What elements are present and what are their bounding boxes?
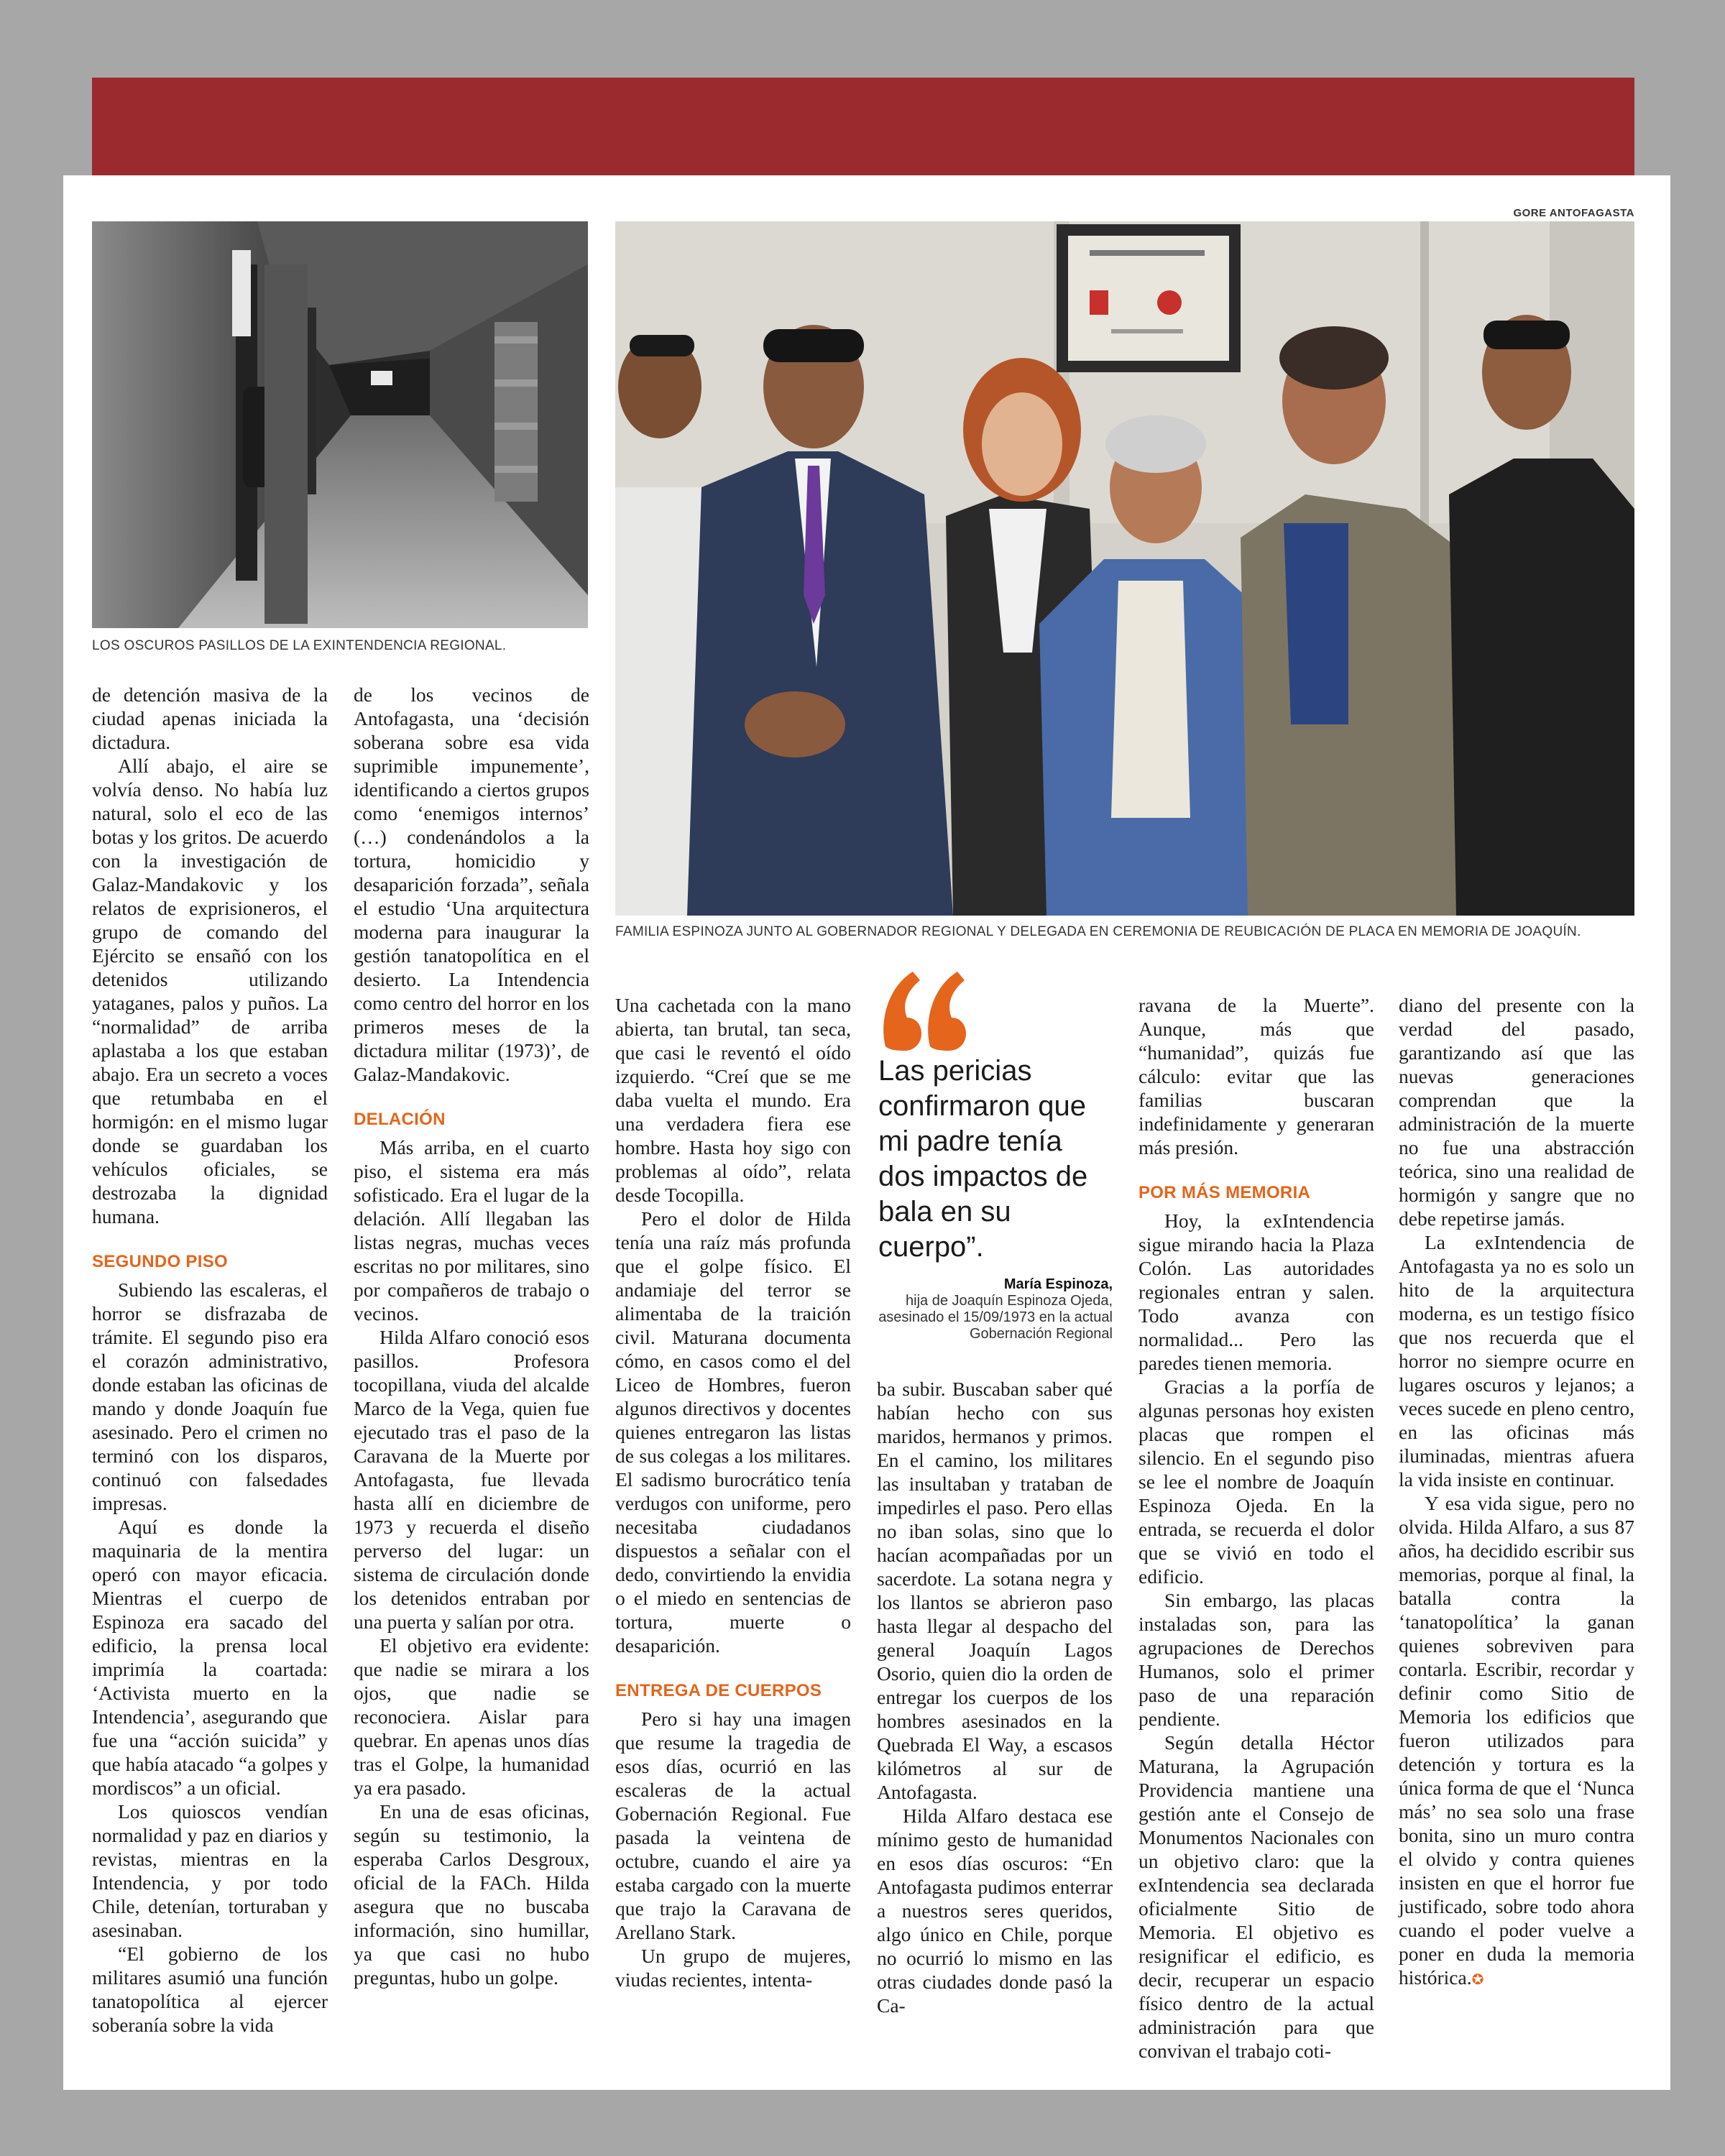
paragraph: Un grupo de mujeres, viudas recientes, intenta- — [615, 1945, 851, 1991]
paragraph: de los vecinos de Antofagasta, una ‘decisión soberana sobre esa vida suprimible impunemente’, identificando a ciertos grupos como ‘enemigos internos’ (…) condenándolos a la tortura, homicidio y desaparición forzada”, señala el estudio ‘Una arquitectura moderna para inaugurar la gestión tanatopolítica en el desierto. La Intendencia como centro del horror en los primeros meses de la dictadura militar (1973)’, de Galaz-Mandakovic. — [354, 683, 589, 1085]
article-column-5 — [1138, 993, 1374, 2063]
pull-quote-author: María Espinoza, — [1003, 1276, 1113, 1292]
ceremony-photo-caption: FAMILIA ESPINOZA JUNTO AL GOBERNADOR REGIONAL Y DELEGADA EN CEREMONIA DE REUBICACIÓN DE PLACA EN MEMORIA DE JOAQUÍN. — [615, 924, 1581, 939]
photo-credit: GORE ANTOFAGASTA — [1513, 207, 1634, 219]
paragraph: Aquí es donde la maquinaria de la mentira operó con mayor eficacia. Mientras el cuerpo de Espinoza era sacado del edificio, la prensa local imprimía la coartada: ‘Activista muerto en la Intendencia’, asegurando que fue una “acción suicida” y que había atacado “a golpes y mordiscos” a un oficial. — [92, 1516, 328, 1799]
paragraph: “El gobierno de los militares asumió una función tanatopolítica al ejercer soberanía sobre la vida — [92, 1943, 328, 2036]
paragraph: Hilda Alfaro destaca ese mínimo gesto de humanidad en esos días oscuros: “En Antofagasta pudimos enterrar a nuestros seres queridos, algo único en Chile, porque no ocurrió lo mismo en las otras ciudades donde pasó la Ca- — [877, 1805, 1113, 2017]
paragraph: Subiendo las escaleras, el horror se disfrazaba de trámite. El segundo piso era el corazón administrativo, donde estaban las oficinas de mando y donde Joaquín fue asesinado. Pero el crimen no terminó con los disparos, continuó con falsedades impresas. — [92, 1279, 328, 1514]
article-column-3 — [615, 993, 851, 1991]
section-heading: POR MÁS MEMORIA — [1138, 1183, 1311, 1202]
paragraph: Allí abajo, el aire se volvía denso. No había luz natural, solo el eco de las botas y los gritos. De acuerdo con la investigación de Galaz-Mandakovic y los relatos de exprisioneros, el grupo de comando del Ejército se ensañó con los detenidos utilizando yataganes, palos y puños. La “normalidad” de arriba aplastaba a los que estaban abajo. Era un secreto a voces que retumbaba en el hormigón: en el mismo lugar donde se guardaban los vehículos oficiales, se destrozaba la dignidad humana. — [92, 755, 328, 1227]
paragraph: Una cachetada con la mano abierta, tan brutal, tan seca, que casi le reventó el oído izquierdo. “Creí que se me daba vuelta el mundo. Era una verdadera fiera ese hombre. Hasta hoy sigo con problemas al oído”, relata desde Tocopilla. — [615, 994, 851, 1206]
pull-quote-author-detail: hija de Joaquín Espinoza Ojeda, asesinado el 15/09/1973 en la actual Gobernación Regional — [878, 1293, 1113, 1342]
quote-mark-icon — [878, 967, 972, 1054]
article-column-6 — [1399, 993, 1634, 1992]
paragraph: diano del presente con la verdad del pasado, garantizando así que las nuevas generaciones comprendan que la administración de la muerte no fue una abstracción teórica, sino una realidad de hormigón y sangre que no debe repetirse jamás. — [1399, 994, 1634, 1230]
section-heading: ENTREGA DE CUERPOS — [615, 1681, 822, 1700]
section-heading: SEGUNDO PISO — [92, 1252, 228, 1271]
paragraph: En una de esas oficinas, según su testimonio, la esperaba Carlos Desgroux, oficial de la FACh. Hilda asegura que no buscaba información, sino humillar, ya que casi no hubo preguntas, hubo un golpe. — [354, 1800, 589, 1989]
corridor-photo-caption: LOS OSCUROS PASILLOS DE LA EXINTENDENCIA REGIONAL. — [92, 638, 507, 653]
corridor-photo-image — [92, 221, 588, 628]
paragraph: Gracias a la porfía de algunas personas hoy existen placas que rompen el silencio. En el segundo piso se lee el nombre de Joaquín Espinoza Ojeda. En la entrada, se recuerda el dolor que se vivió en todo el edificio. — [1138, 1376, 1374, 1588]
ceremony-photo-image — [615, 221, 1634, 916]
paragraph: Sin embargo, las placas instaladas son, para las agrupaciones de Derechos Humanos, solo el primer paso de una reparación pendiente. — [1138, 1589, 1374, 1730]
corridor-photo — [92, 221, 588, 628]
paragraph — [1399, 1491, 1634, 1992]
top-color-banner — [92, 78, 1634, 175]
paragraph: La exIntendencia de Antofagasta ya no es solo un hito de la arquitectura moderna, es un testigo físico que nos recuerda que el horror no siempre ocurre en lugares oscuros y lejanos; a veces sucede en pleno centro, en las oficinas más iluminadas, mientras afuera la vida insiste en continuar. — [1399, 1231, 1634, 1491]
paragraph: Hoy, la exIntendencia sigue mirando hacia la Plaza Colón. Las autoridades regionales entran y salen. Todo avanza con normalidad... Pero las paredes tienen memoria. — [1138, 1210, 1374, 1374]
pull-quote-attribution — [878, 1276, 1113, 1342]
article-column-2 — [354, 683, 589, 1989]
pull-quote-text: Las pericias confirmaron que mi padre tenía dos impactos de bala en su cuerpo”. — [878, 1055, 1088, 1263]
ceremony-photo — [615, 221, 1634, 916]
article-column-1 — [92, 683, 328, 2037]
paragraph: Pero el dolor de Hilda tenía una raíz más profunda que el golpe físico. El andamiaje del terror se alimentaba de la traición civil. Maturana documenta cómo, en casos como el del Liceo de Hombres, fueron algunos directivos y docentes quienes entregaron las listas de sus colegas a los militares. El sadismo burocrático tenía verdugos con uniforme, pero necesitaba ciudadanos dispuestos a señalar con el dedo, convirtiendo la envidia o el miedo en sentencias de tortura, muerte o desaparición. — [615, 1207, 851, 1657]
paragraph: ba subir. Buscaban saber qué habían hecho con sus maridos, hermanos y primos. En el camino, los militares las insultaban y trataban de impedirles el paso. Pero ellas no iban solas, sino que lo hacían acompañadas por un sacerdote. La sotana negra y los llantos se abrieron paso hasta llegar al despacho del general Joaquín Lagos Osorio, quien dio la orden de entregar los cuerpos de los hombres asesinados en la Quebrada El Way, a escasos kilómetros al sur de Antofagasta. — [877, 1378, 1113, 1803]
paragraph: Hilda Alfaro conoció esos pasillos. Profesora tocopillana, viuda del alcalde Marco de la Vega, quien fue ejecutado tras el paso de la Caravana de la Muerte por Antofagasta, fue llevada hasta allí en diciembre de 1973 y recuerda el diseño perverso del lugar: un sistema de circulación donde los detenidos entraban por una puerta y salían por otra. — [354, 1326, 589, 1633]
paragraph: Los quioscos vendían normalidad y paz en diarios y revistas, mientras en la Intendencia, y por todo Chile, detenían, torturaban y asesinaban. — [92, 1800, 328, 1941]
article-column-4 — [877, 1377, 1113, 2017]
paragraph: Más arriba, en el cuarto piso, el sistema era más sofisticado. Era el lugar de la delación. Allí llegaban las listas negras, muchas veces escritas no por militares, sino por compañeros de trabajo o vecinos. — [354, 1136, 589, 1325]
paragraph: Según detalla Héctor Maturana, la Agrupación Providencia mantiene una gestión ante el Consejo de Monumentos Nacionales con un objetivo claro: que la exIntendencia sea declarada oficialmente Sitio de Memoria. El objetivo es resignificar el edificio, es decir, recuperar un espacio físico dentro de la actual administración para que convivan el trabajo coti- — [1138, 1731, 1374, 2062]
paragraph-text: Y esa vida sigue, pero no olvida. Hilda Alfaro, a sus 87 años, ha decidido escribir sus memorias, porque al final, la batalla contra la ‘tanatopolítica’ la ganan quienes sobreviven para contarla. Escribir, recordar y definir como Sitio de Memoria los edificios que fueron utilizados para detención y tortura es la única forma de que el ‘Nunca más’ no sea solo una frase bonita, sino un muro contra el olvido y contra quienes insisten en que el horror fue justificado, sobre todo ahora cuando el poder vuelve a poner en duda la memoria histórica. — [1399, 1492, 1634, 1989]
paragraph: El objetivo era evidente: que nadie se mirara a los ojos, que nadie se reconociera. Aislar para quebrar. En apenas unos días tras el Golpe, la humanidad ya era pasado. — [354, 1634, 589, 1799]
paragraph: ravana de la Muerte”. Aunque, más que “humanidad”, quizás fue cálculo: evitar que las familias buscaran indefinidamente y generaran más presión. — [1138, 994, 1374, 1158]
end-of-article-icon: ✪ — [1471, 1972, 1484, 1988]
paragraph: Pero si hay una imagen que resume la tragedia de esos días, ocurrió en las escaleras de la actual Gobernación Regional. Fue pasada la veintena de octubre, cuando el aire ya estaba cargado con la muerte que trajo la Caravana de Arellano Stark. — [615, 1708, 851, 1943]
section-heading: DELACIÓN — [354, 1110, 446, 1129]
paragraph: de detención masiva de la ciudad apenas iniciada la dictadura. — [92, 683, 328, 753]
